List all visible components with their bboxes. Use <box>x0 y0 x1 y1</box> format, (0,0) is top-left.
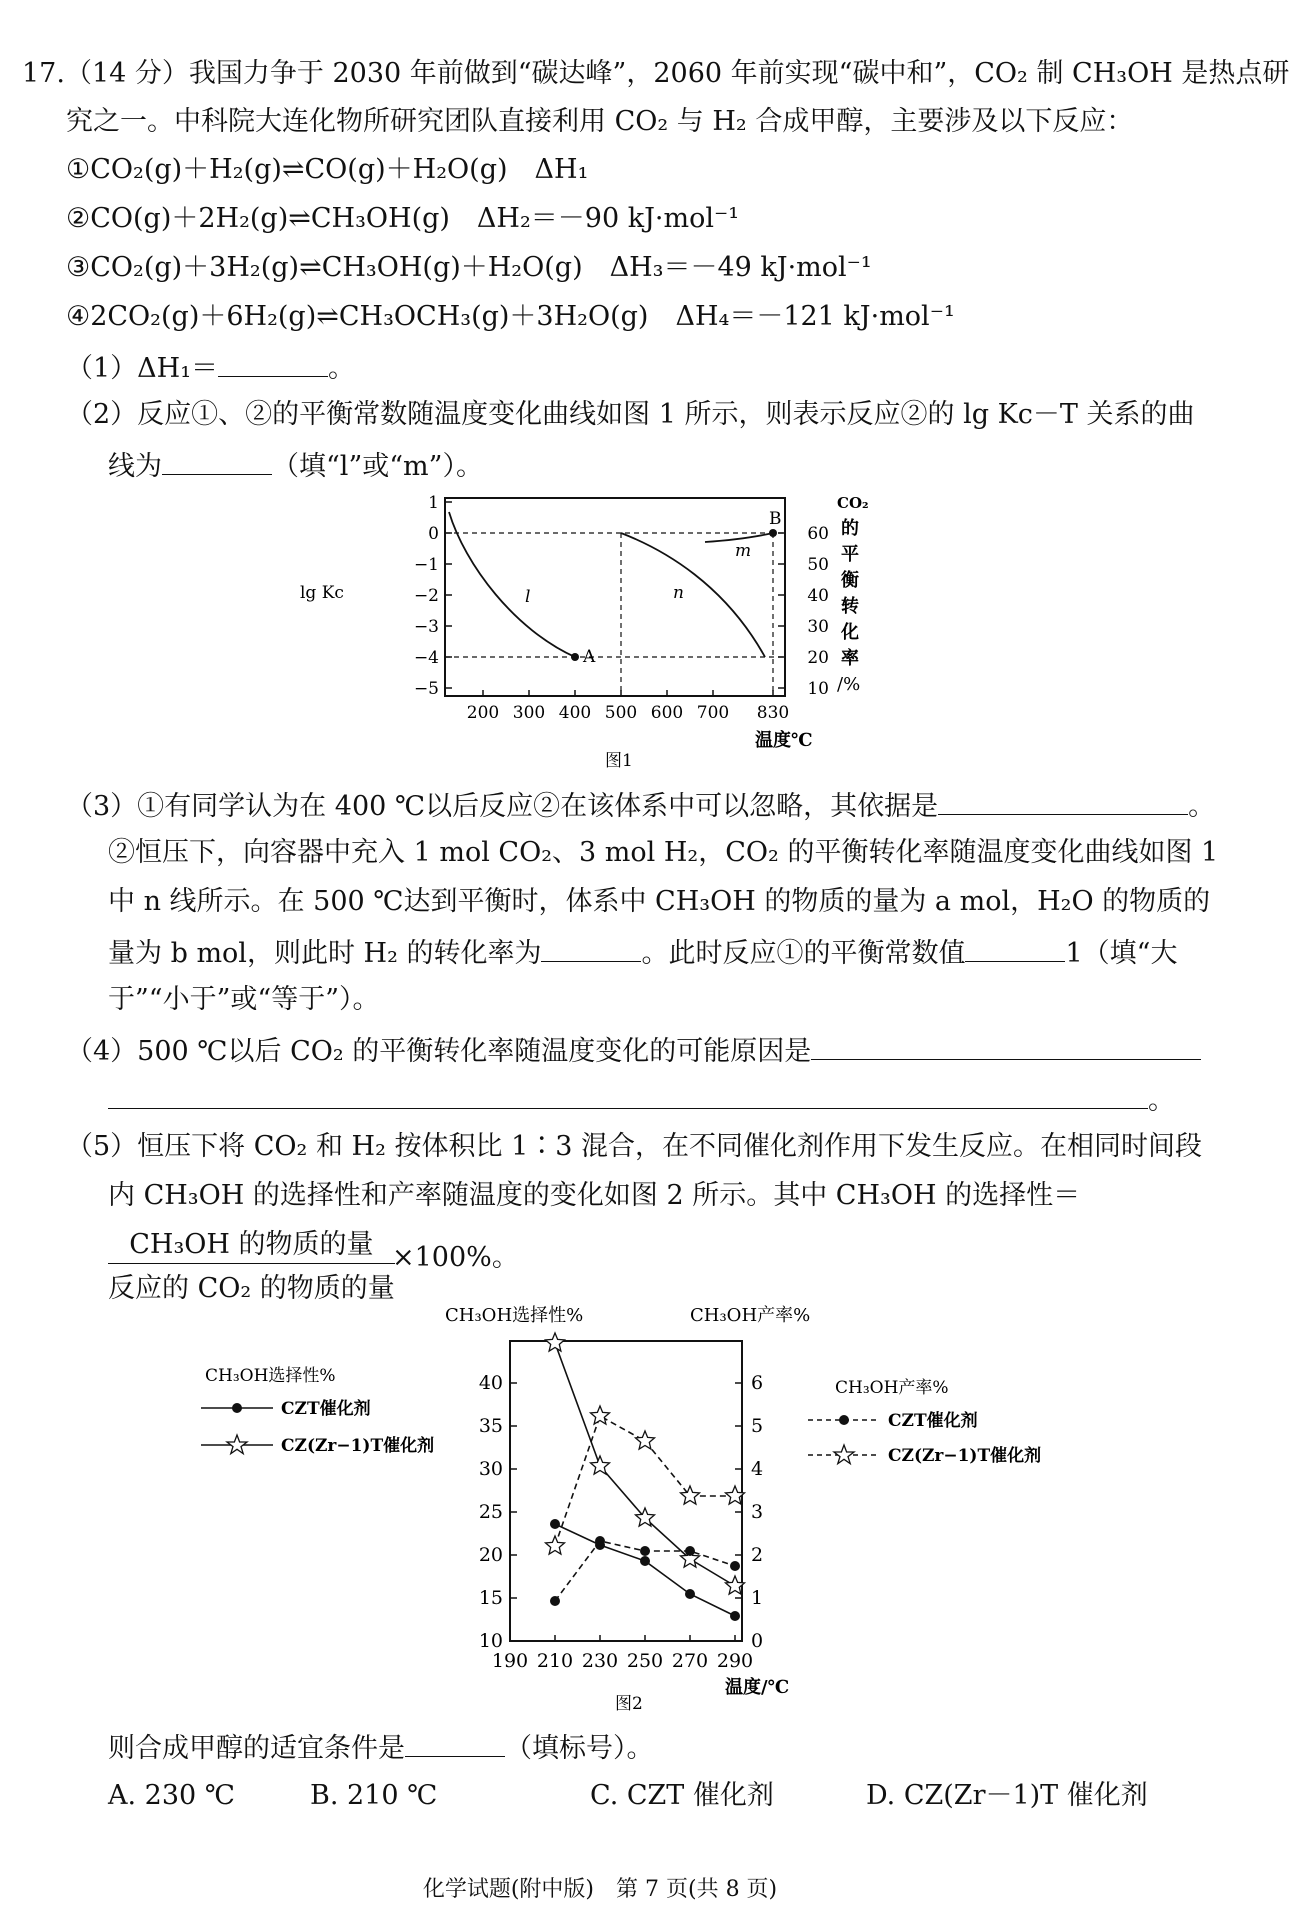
fig2-y2tick: 5 <box>751 1415 764 1437</box>
question-intro-line1: 17.（14 分）我国力争于 2030 年前做到“碳达峰”，2060 年前实现“碳中和”，CO₂ 制 CH₃OH 是热点研 <box>22 58 1289 89</box>
fig1-right-title-char: 化 <box>841 622 859 643</box>
part3-line3: 中 n 线所示。在 500 ℃达到平衡时，体系中 CH₃OH 的物质的量为 a mol，H₂O 的物质的 <box>108 886 1211 917</box>
reaction-3: ③CO₂(g)＋3H₂(g)⇌CH₃OH(g)＋H₂O(g) ΔH₃＝－49 kJ·mol⁻¹ <box>66 252 872 283</box>
fig2-legend-czzr-r-marker <box>834 1445 854 1464</box>
fig2-star-point <box>546 1333 565 1351</box>
fig2-y2tick: 3 <box>751 1501 764 1523</box>
reaction-4: ④2CO₂(g)＋6H₂(g)⇌CH₃OCH₃(g)＋3H₂O(g) ΔH₄＝－121 kJ·mol⁻¹ <box>66 301 955 332</box>
part3-line4 <box>108 933 1177 972</box>
part1-text: （1）ΔH₁＝ <box>66 353 219 384</box>
fig2-ytick: 20 <box>478 1544 503 1566</box>
fig2-y2tick: 0 <box>751 1630 764 1652</box>
fig1-label-b: B <box>769 509 782 529</box>
fig2-legend-right-title: CH₃OH产率% <box>835 1378 949 1398</box>
fig2-caption: 图2 <box>615 1694 643 1714</box>
part4-line1 <box>66 1031 1201 1070</box>
fig1-right-title-char: 率 <box>841 648 859 669</box>
fig2-dot-point <box>595 1536 605 1546</box>
fig1-y2tick: 50 <box>807 555 829 575</box>
fig1-point-a <box>571 653 579 661</box>
question-intro-line2: 究之一。中科院大连化物所研究团队直接利用 CO₂ 与 H₂ 合成甲醇，主要涉及以下反应： <box>66 106 1134 137</box>
fig2-y2tick: 4 <box>751 1458 764 1480</box>
fraction-numerator: CH₃OH 的物质的量 <box>108 1222 395 1264</box>
fig2-ytick: 10 <box>478 1630 503 1652</box>
fig1-ytick: −1 <box>413 555 439 575</box>
fig2-y2tick: 6 <box>751 1372 764 1394</box>
fig2-xlabel: 温度/℃ <box>725 1677 790 1698</box>
part6-text: 则合成甲醇的适宜条件是 <box>108 1733 405 1764</box>
fig2-y2tick: 1 <box>751 1587 764 1609</box>
part3-text: （3）①有同学认为在 400 ℃以后反应②在该体系中可以忽略，其依据是 <box>66 791 939 822</box>
fig2-xtick: 290 <box>716 1650 754 1672</box>
fig1-left-axis-label: lg Kc <box>300 583 344 603</box>
part1-end: 。 <box>328 353 356 384</box>
fig2-legend-left-title: CH₃OH选择性% <box>205 1366 336 1386</box>
reaction-2: ②CO(g)＋2H₂(g)⇌CH₃OH(g) ΔH₂＝－90 kJ·mol⁻¹ <box>66 203 740 234</box>
fig1-ytick: −2 <box>413 586 439 606</box>
fig1-xtick: 700 <box>696 703 730 723</box>
fig2-y2tick: 2 <box>751 1544 764 1566</box>
fig2-ytick: 30 <box>478 1458 503 1480</box>
fig1-xlabel: 温度℃ <box>755 730 813 751</box>
fig2-dot-point <box>685 1589 695 1599</box>
fig1-right-title-char: 的 <box>841 518 859 539</box>
fig2-star-point <box>636 1431 655 1449</box>
fig2-ytick: 40 <box>478 1372 503 1394</box>
fig1-frame <box>445 498 785 696</box>
figure-1 <box>300 490 875 790</box>
fig1-caption: 图1 <box>605 751 633 771</box>
fig2-dot-point <box>685 1546 695 1556</box>
fig1-right-title-char: 平 <box>841 544 859 565</box>
answer-blank-5[interactable] <box>965 933 1065 962</box>
fig1-ytick: −4 <box>413 648 439 668</box>
fig1-xtick: 300 <box>512 703 546 723</box>
fig1-y2tick: 20 <box>807 648 829 668</box>
fig1-curve-l <box>449 512 575 657</box>
fig1-xtick: 830 <box>756 703 790 723</box>
fig2-plot-area <box>546 1333 745 1621</box>
part5-line2: 内 CH₃OH 的选择性和产率随温度的变化如图 2 所示。其中 CH₃OH 的选择性＝ <box>108 1180 1081 1211</box>
answer-blank-3[interactable] <box>938 786 1188 815</box>
fig1-label-m: m <box>735 541 752 561</box>
fig2-xtick: 270 <box>671 1650 709 1672</box>
answer-blank-4[interactable] <box>541 933 641 962</box>
option-c: C. CZT 催化剂 <box>590 1780 774 1811</box>
part2-line2 <box>108 446 483 485</box>
part4-text: （4）500 ℃以后 CO₂ 的平衡转化率随温度变化的可能原因是 <box>66 1036 812 1067</box>
fig2-xtick: 250 <box>626 1650 664 1672</box>
fig2-star-point <box>546 1536 565 1554</box>
part3-text6: 1（填“大 <box>1065 938 1178 969</box>
fig2-dot-point <box>730 1561 740 1571</box>
fig1-ytick: 1 <box>428 493 439 513</box>
option-a: A. 230 ℃ <box>108 1780 235 1811</box>
fig1-right-title-top: CO₂ <box>837 494 869 512</box>
fig1-ytick: −3 <box>413 617 439 637</box>
part6-tail: （填标号）。 <box>505 1733 654 1764</box>
part3-line2: ②恒压下，向容器中充入 1 mol CO₂、3 mol H₂，CO₂ 的平衡转化率随温度变化曲线如图 1 <box>108 837 1219 868</box>
part4-end: 。 <box>1148 1085 1175 1116</box>
fig2-xtick: 210 <box>536 1650 574 1672</box>
part2-line1: （2）反应①、②的平衡常数随温度变化曲线如图 1 所示，则表示反应②的 lg Kc－T 关系的曲 <box>66 399 1195 430</box>
part3-end: 。 <box>1188 791 1216 822</box>
fig2-frame <box>510 1341 742 1641</box>
part3-line5: 于”“小于”或“等于”）。 <box>108 984 380 1015</box>
fig2-legend-czzr-marker <box>227 1435 247 1454</box>
part4-line2 <box>108 1080 1175 1119</box>
fig1-label-l: l <box>525 587 531 607</box>
fig1-xtick: 500 <box>604 703 638 723</box>
fig1-xtick: 600 <box>650 703 684 723</box>
answer-blank-7[interactable] <box>405 1728 505 1757</box>
fig1-y2tick: 60 <box>807 524 829 544</box>
fig2-dot-point <box>640 1546 650 1556</box>
fig1-y2tick: 30 <box>807 617 829 637</box>
part5-line1: （5）恒压下将 CO₂ 和 H₂ 按体积比 1∶3 混合，在不同催化剂作用下发生反应。在相同时间段 <box>66 1131 1203 1162</box>
page-footer <box>0 1872 1200 1903</box>
option-d: D. CZ(Zr－1)T 催化剂 <box>866 1780 1148 1811</box>
fig1-y2tick: 40 <box>807 586 829 606</box>
fig1-right-title-char: 衡 <box>841 570 859 591</box>
fig1-label-n: n <box>673 583 684 603</box>
fig1-y2tick: 10 <box>807 679 829 699</box>
footer-text: 化学试题(附中版) 第 7 页(共 8 页) <box>422 1877 778 1902</box>
fig1-label-a: A <box>583 647 596 667</box>
answer-blank-6a[interactable] <box>811 1031 1201 1060</box>
fig2-ytick: 25 <box>478 1501 503 1523</box>
fig2-legend-czt-marker <box>232 1403 242 1413</box>
fig2-dot-point <box>550 1596 560 1606</box>
option-b: B. 210 ℃ <box>310 1780 438 1811</box>
fig2-legend-czt-label: CZT催化剂 <box>281 1399 371 1419</box>
fig1-point-b <box>769 529 777 537</box>
fraction-denominator: 反应的 CO₂ 的物质的量 <box>108 1273 395 1304</box>
fig2-xtick: 230 <box>581 1650 619 1672</box>
fig2-legend-czt-r-label: CZT催化剂 <box>888 1411 978 1431</box>
part3-line1 <box>66 786 1215 825</box>
answer-blank-1[interactable] <box>218 348 328 377</box>
selectivity-fraction <box>108 1222 395 1305</box>
part6-line <box>108 1728 654 1767</box>
part2-text: 线为 <box>108 451 162 482</box>
fig1-ytick: −5 <box>413 679 439 699</box>
fig1-ytick: 0 <box>428 524 439 544</box>
fig2-dot-point <box>550 1519 560 1529</box>
fig2-legend-czzr-label: CZ(Zr−1)T催化剂 <box>281 1436 435 1456</box>
part3-text4: 量为 b mol，则此时 H₂ 的转化率为 <box>108 938 542 969</box>
fig2-ytick: 15 <box>478 1587 503 1609</box>
fig1-right-title-char: 转 <box>841 596 859 617</box>
part1 <box>66 348 355 387</box>
fig2-right-axis-title: CH₃OH产率% <box>690 1305 811 1326</box>
fig2-legend-czt-r-marker <box>839 1415 849 1425</box>
figure-2 <box>195 1295 1085 1715</box>
fig1-xtick: 200 <box>466 703 500 723</box>
fig2-ytick: 35 <box>478 1415 503 1437</box>
answer-blank-6b[interactable] <box>108 1080 1148 1109</box>
fig2-legend-czzr-r-label: CZ(Zr−1)T催化剂 <box>888 1446 1042 1466</box>
part2-tail: （填“l”或“m”）。 <box>272 451 483 482</box>
fraction-tail: ×100%。 <box>392 1242 519 1273</box>
fig2-dot-point <box>730 1611 740 1621</box>
fig2-star-point <box>591 1456 610 1474</box>
reaction-1: ①CO₂(g)＋H₂(g)⇌CO(g)＋H₂O(g) ΔH₁ <box>66 154 589 185</box>
fig1-right-title-unit: /% <box>837 674 861 695</box>
fig2-dot-point <box>640 1556 650 1566</box>
fig1-left-ticks <box>445 502 452 688</box>
answer-blank-2[interactable] <box>162 446 272 475</box>
fig2-xtick: 190 <box>491 1650 529 1672</box>
fig2-left-axis-title: CH₃OH选择性% <box>445 1305 584 1326</box>
fig2-star-point <box>591 1406 610 1424</box>
fig1-xtick: 400 <box>558 703 592 723</box>
part3-text5: 。此时反应①的平衡常数值 <box>641 938 966 969</box>
